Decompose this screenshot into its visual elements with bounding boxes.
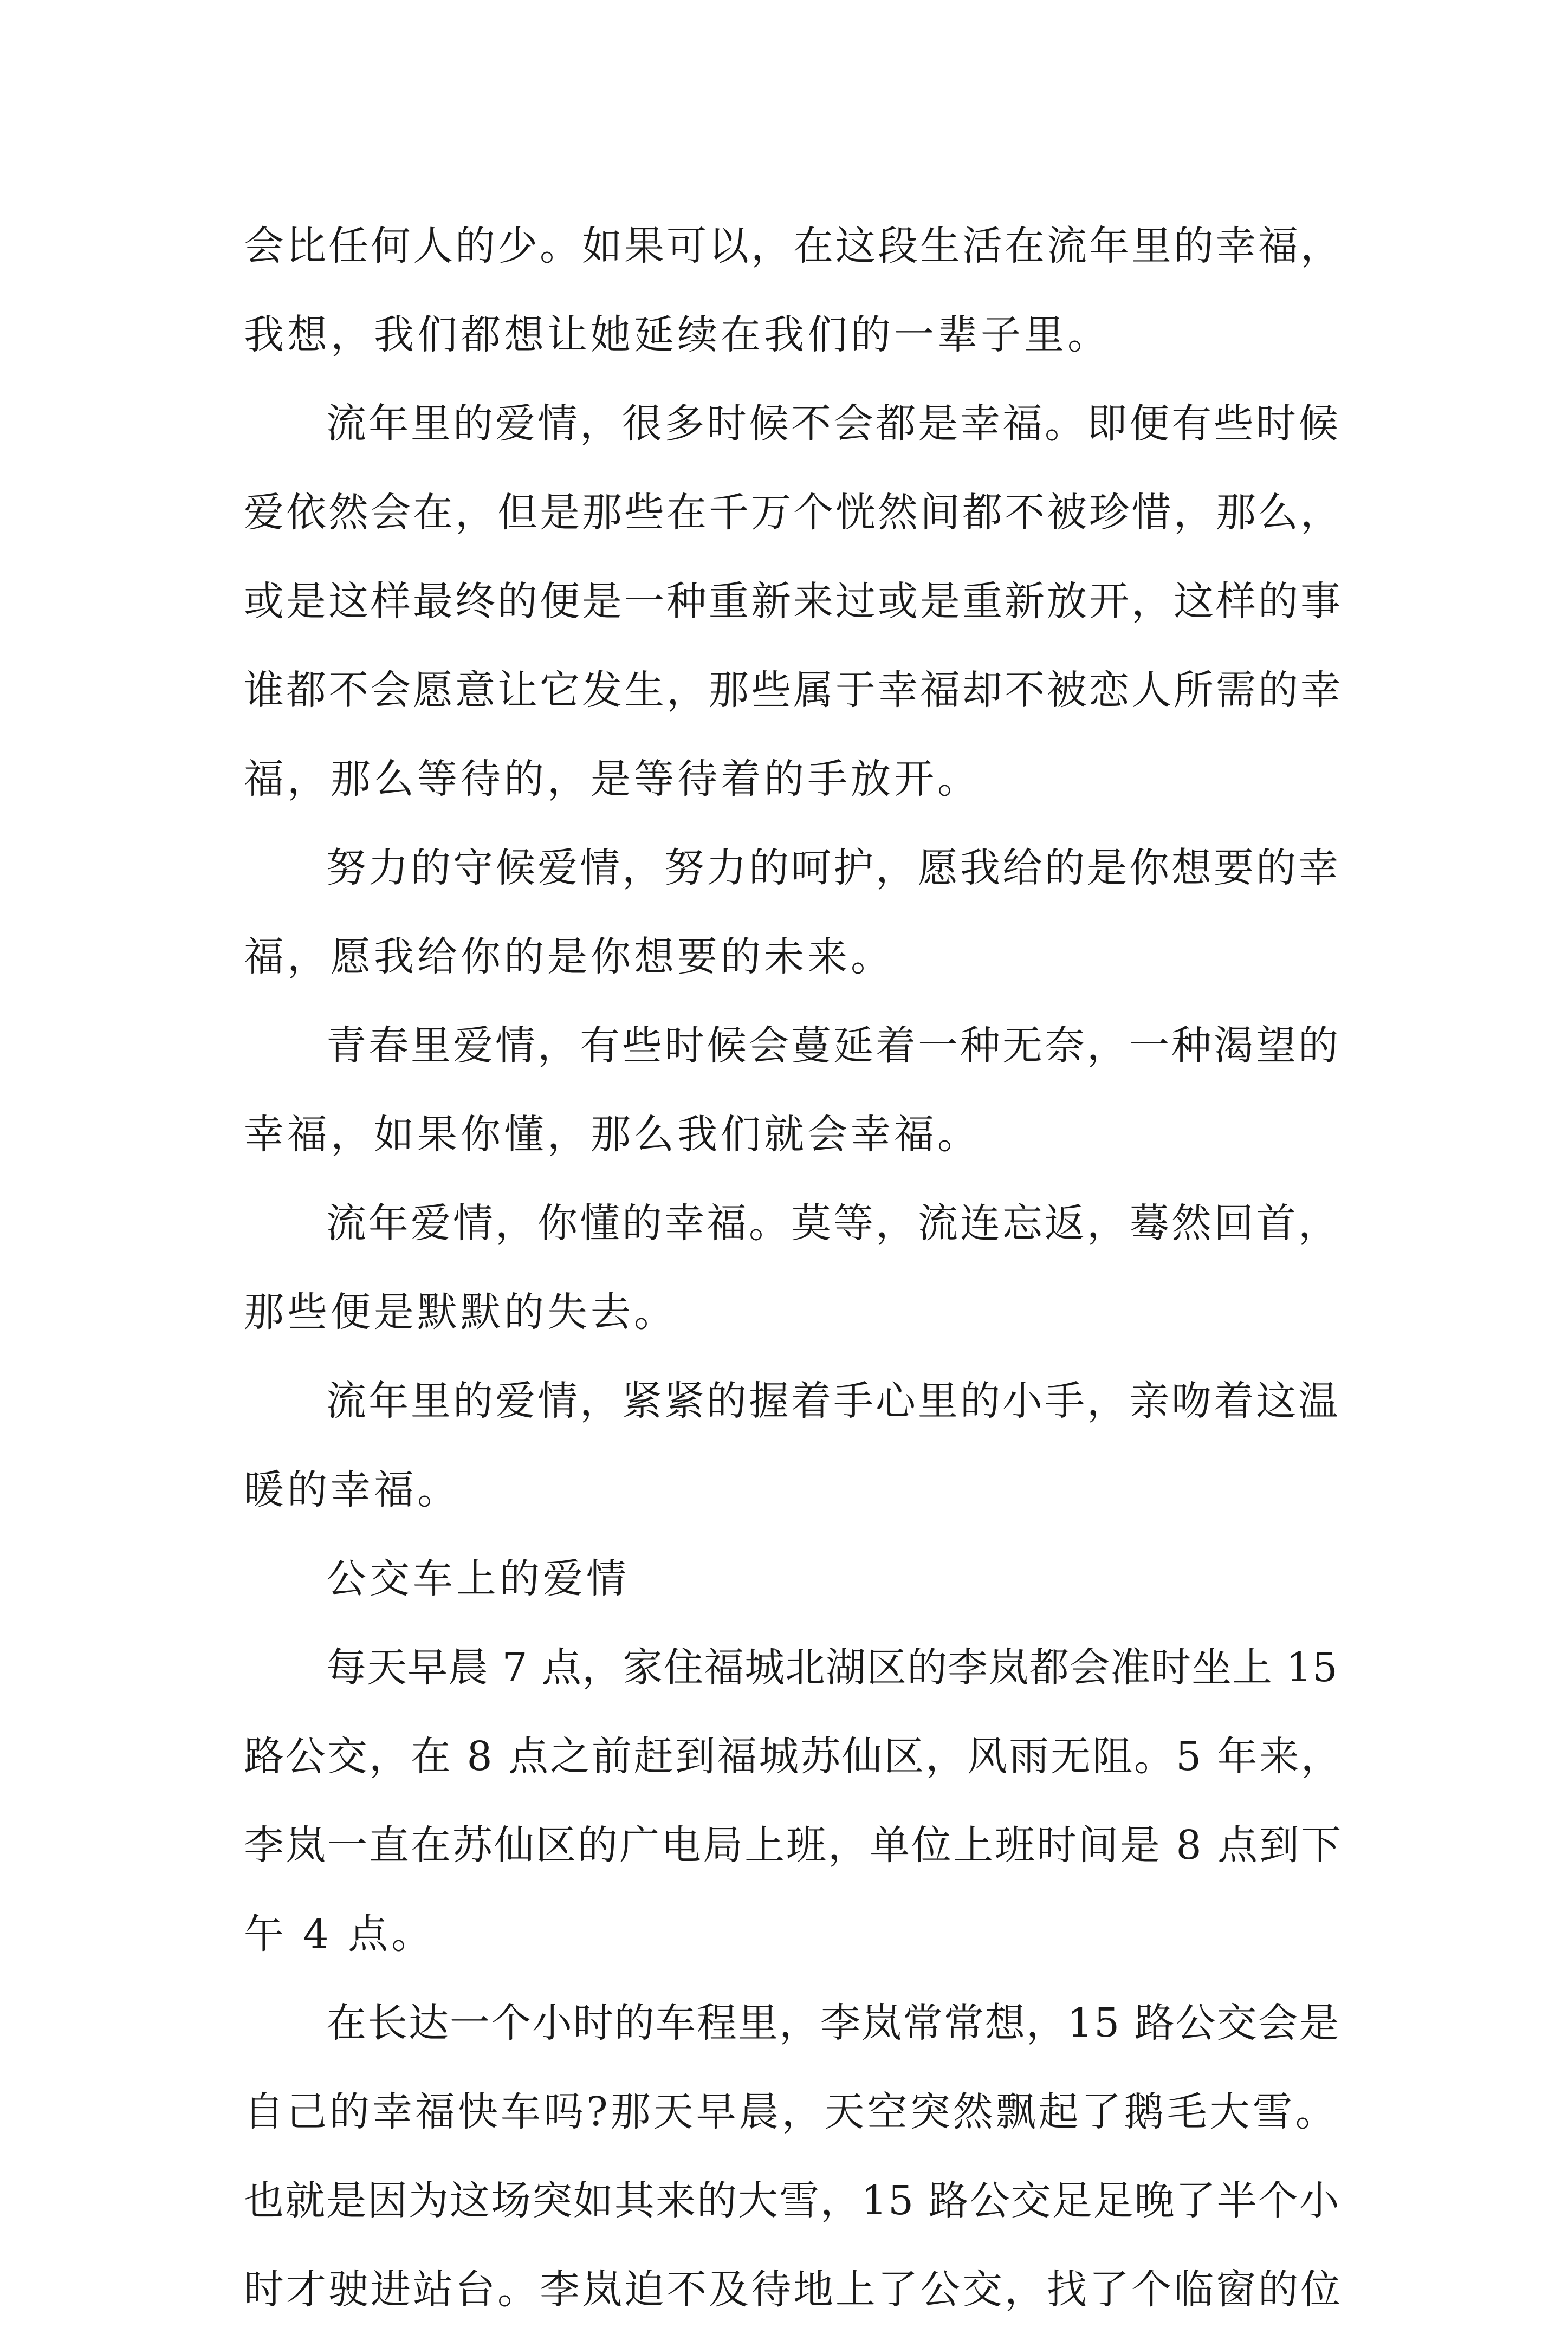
text-line: 爱依然会在，但是那些在千万个恍然间都不被珍惜，那么，	[244, 489, 1343, 536]
text-line: 每天早晨 7 点，家住福城北湖区的李岚都会准时坐上 15	[326, 1644, 1338, 1691]
text-line: 幸福，如果你懂，那么我们就会幸福。	[244, 1111, 981, 1158]
text-line: 流年爱情，你懂的幸福。莫等，流连忘返，蓦然回首，	[326, 1200, 1340, 1247]
text-line: 努力的守候爱情，努力的呵护，愿我给的是你想要的幸	[326, 845, 1340, 891]
text-line: 路公交，在 8 点之前赶到福城苏仙区，风雨无阻。5 年来，	[244, 1733, 1343, 1780]
text-line: 流年里的爱情，很多时候不会都是幸福。即便有些时候	[326, 400, 1340, 447]
text-line: 我想，我们都想让她延续在我们的一辈子里。	[244, 312, 1111, 358]
text-line: 时才驶进站台。李岚迫不及待地上了公交，找了个临窗的位	[244, 2266, 1343, 2313]
text-line: 谁都不会愿意让它发生，那些属于幸福却不被恋人所需的幸	[244, 667, 1343, 714]
text-line: 流年里的爱情，紧紧的握着手心里的小手，亲吻着这温	[326, 1378, 1340, 1424]
text-line: 青春里爱情，有些时候会蔓延着一种无奈，一种渴望的	[326, 1022, 1340, 1069]
text-line: 午 4 点。	[244, 1911, 435, 1957]
text-line: 李岚一直在苏仙区的广电局上班，单位上班时间是 8 点到下	[244, 1822, 1343, 1869]
text-line: 自己的幸福快车吗?那天早晨，天空突然飘起了鹅毛大雪。	[244, 2089, 1338, 2135]
text-line: 或是这样最终的便是一种重新来过或是重新放开，这样的事	[244, 578, 1343, 625]
body-text	[244, 202, 1344, 2334]
text-line: 暖的幸福。	[244, 1467, 461, 1513]
text-line: 会比任何人的少。如果可以，在这段生活在流年里的幸福，	[244, 223, 1343, 269]
text-line: 在长达一个小时的车程里，李岚常常想，15 路公交会是	[326, 2000, 1340, 2046]
section-heading: 公交车上的爱情	[326, 1555, 630, 1602]
text-line: 福，那么等待的，是等待着的手放开。	[244, 756, 981, 802]
text-line: 那些便是默默的失去。	[244, 1289, 677, 1335]
text-line: 福，愿我给你的是你想要的未来。	[244, 933, 894, 980]
text-line: 也就是因为这场突如其来的大雪，15 路公交足足晚了半个小	[244, 2177, 1340, 2224]
